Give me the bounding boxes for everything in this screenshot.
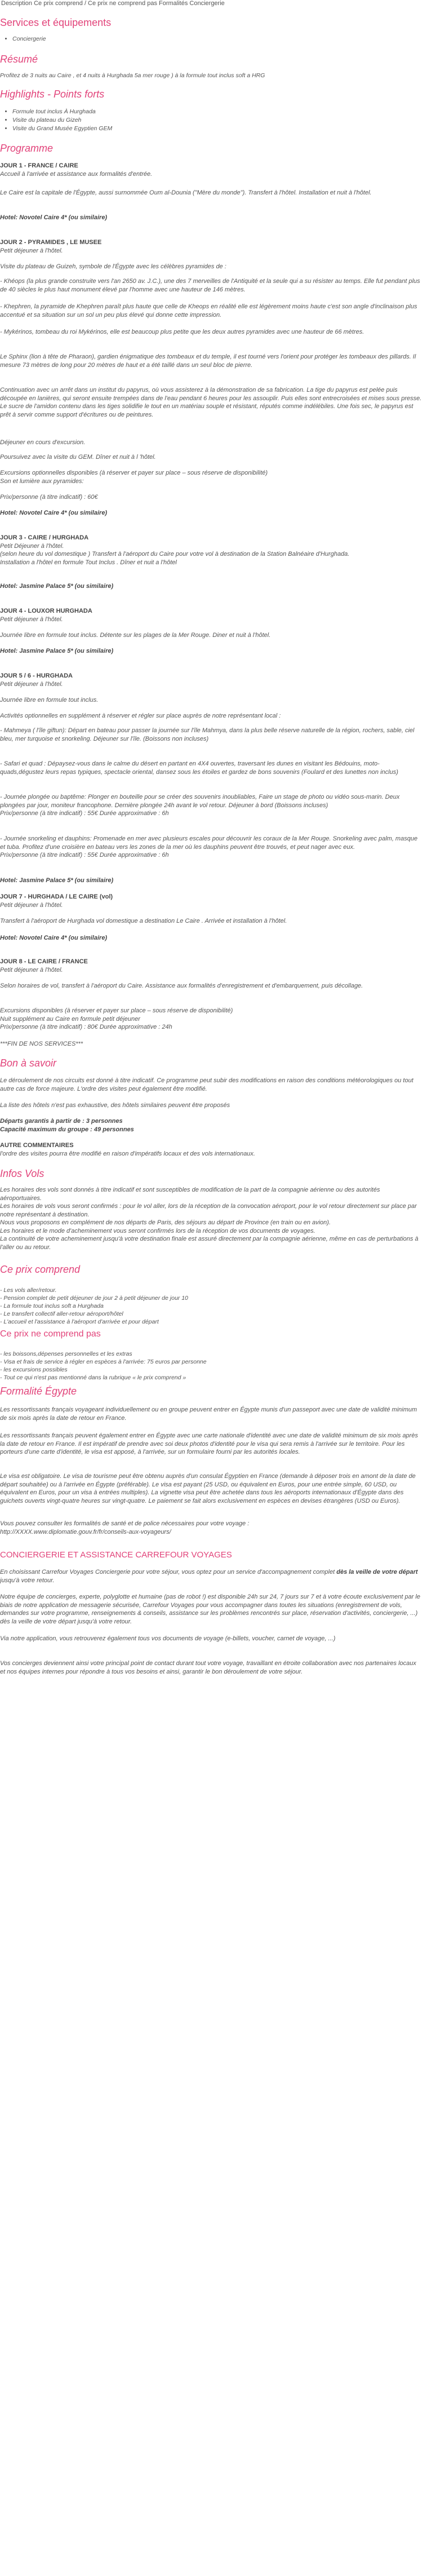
day-subtitle: Petit Déjeuner à l'hôtel. [0, 542, 64, 550]
day5-p1: Activités optionnelles en supplément à réserver et régler sur place auprès de notre représentant local : [0, 712, 281, 719]
day2-p9-10 [0, 469, 422, 485]
conciergerie-p1a: En choisissant Carrefour Voyages Conciergerie pour votre séjour, vous optez pour un service d'accompagnement complet [0, 1569, 337, 1575]
prix-ne-comprend-pas-list [0, 1350, 422, 1382]
day2-p11: Prix/personne (à titre indicatif) : 60€ [0, 494, 98, 501]
list-item: • Formule tout inclus À Hurghada [12, 108, 422, 116]
day-title: JOUR 4 - LOUXOR HURGHADA [0, 608, 92, 614]
day2-p8: Poursuivez avec la visite du GEM. Dîner et nuit à l 'hôtel. [0, 454, 156, 461]
day-subtitle: Petit déjeuner à l'hôtel. [0, 680, 63, 688]
list-item: - L'accueil et l'assistance à l'aéroport d'arrivée et pour départ [0, 1318, 159, 1325]
day5-p4: - Journée plongée ou baptême: Plonger en bouteille pour se créer des souvenirs inoubliables, Faire un stage de photo ou vidéo sous-marin. Deux plongées par jour, moniteur francophone. Dernière plongée 24h avant le vol retour. Déjeuner à bord (Boissons incluses) [0, 794, 400, 809]
infos-vols-text [0, 1186, 422, 1251]
list-item: - La formule tout inclus soft a Hurghada [0, 1303, 104, 1309]
day8-p2-4 [0, 1007, 422, 1032]
bon-a-savoir-title: Bon à savoir [0, 1057, 57, 1069]
list-item: - Le transfert collectif aller-retour aéroport/hôtel [0, 1311, 123, 1317]
day-subtitle: Petit déjeuner à l'hôtel. [0, 966, 63, 973]
day3-text: (selon heure du vol domestique ) Transfert à l'aéroport du Caire pour votre vol à destination de la Station Balnéaire d'Hurghada. [0, 551, 350, 557]
formalites-p2: Les ressortissants français peuvent également entrer en Égypte avec une carte nationale d'identité avec une date de validité minimum de six mois après la date de retour en France. Il est impératif de prendre avec soi deux photos d'identité pour le visa qui sera remis à l'arrivée sur le territoire. Pour les porteurs d'une carte d'identité, le visa est apposé, à l'arrivée, sur un formulaire fourni par les autorités locales. [0, 1432, 418, 1455]
day5-p6: - Journée snorkeling et dauphins: Promenade en mer avec plusieurs escales pour découvrir les coraux de la Mer Rouge. Snorkeling avec palm, masque et tuba. Profitez d'une croisière en bateau vers les zones de la mer où les dauphins peuvent être trouvés, et peut nager avec eux. [0, 835, 418, 851]
resume-title: Résumé [0, 54, 38, 65]
day-title: JOUR 2 - PYRAMIDES , LE MUSEE [0, 239, 102, 246]
infos-vols-p2: Les horaires de vols vous seront confirmés : pour le vol aller, lors de la réception de la convocation aéroport, pour le vol retour directement sur place par notre représentant à destination. [0, 1203, 417, 1218]
day2-p10: Son et lumière aux pyramides: [0, 477, 84, 485]
end-of-services: ***FIN DE NOS SERVICES*** [0, 1041, 83, 1047]
day2-p5: Le Sphinx (lion à tête de Pharaon), gardien énigmatique des tombeaux et du temple, il est tourné vers l'orient pour protéger les tombeaux des pillards. Il mesure 73 mètres de long pour 20 mètres de haut et a été taillé dans un seul bloc de pierre. [0, 353, 416, 369]
day7 [0, 893, 422, 909]
conciergerie-p2: Notre équipe de concierges, experte, polyglotte et humaine (pas de robot !) est disponible 24h sur 24, 7 jours sur 7 et à votre écoute exclusivement par le biais de notre application de messagerie sécurisée, Carrefour Voyages pour vous accompagner dans toutes les situations (enregistrement de vols, demandes sur votre programme, renseignements & conseils, assistance sur les problèmes rencontrés sur place, réservation d'activités, conciergerie, ...) dès la veille de votre départ jusqu'à votre retour. [0, 1594, 420, 1625]
day2-p9: Excursions optionnelles disponibles (à réserver et payer sur place – sous réserve de disponibilité) [0, 470, 268, 476]
day7-text: Transfert à l'aéroport de Hurghada vol domestique a destination Le Caire . Arrivée et installation à l'hôtel. [0, 918, 287, 924]
services-title: Services et équipements [0, 17, 112, 28]
services-list [0, 35, 422, 43]
list-item: - Tout ce qui n'est pas mentionné dans la rubrique « le prix comprend » [0, 1374, 186, 1381]
departs-garantis: Départs garantis à partir de : 3 personnes [0, 1118, 123, 1125]
conciergerie-p1 [0, 1568, 422, 1584]
infos-vols-p3: Nous vous proposons en complément de nos départs de Paris, des séjours au départ de Province (en train ou en avion). [0, 1219, 331, 1226]
day8 [0, 958, 422, 974]
autres-commentaires-title: AUTRE COMMENTAIRES [0, 1142, 74, 1149]
bon-a-savoir-p2: La liste des hôtels n'est pas exhaustive, des hôtels similaires peuvent être proposés [0, 1102, 230, 1109]
day5-text: Journée libre en formule tout inclus. [0, 697, 99, 703]
list-item: - les boissons,dépenses personnelles et les extras [0, 1351, 132, 1357]
day2-p1: Visite du plateau de Guizeh, symbole de l'Égypte avec les célèbres pyramides de : [0, 263, 226, 270]
day2-p4: - Mykérinos, tombeau du roi Mykérinos, elle est beaucoup plus petite que les deux autres pyramides avec une hauteur de 66 mètres. [0, 329, 364, 335]
day5-p4-5 [0, 793, 422, 818]
day5-p6-7 [0, 835, 422, 860]
day4-text: Journée libre en formule tout inclus. Détente sur les plages de la Mer Rouge. Diner et nuit à l'hôtel. [0, 632, 271, 639]
day-title: JOUR 7 - HURGHADA / LE CAIRE (vol) [0, 893, 113, 900]
day2-p6: Continuation avec un arrêt dans un institut du papyrus, où vous assisterez à la démonstration de sa fabrication. La tige du papyrus est pelée puis découpée en lanières, qui seront ensuite trempées dans de l'eau pendant 6 heures pour les assouplir. Puis elles sont entrecroisées et mises sous presse. Le sucre de l'amidon contenu dans les tiges solidifie le tout en un matériau souple et résistant, réputés comme indélébiles. Une fois sec, le papyrus est prêt à servir comme support d'écritures ou de peintures. [0, 387, 422, 418]
day7-hotel: Hotel: Novotel Caire 4* (ou similaire) [0, 935, 108, 941]
prix-comprend-list [0, 1286, 422, 1326]
day1-text: Le Caire est la capitale de l'Égypte, aussi surnommée Oum al-Dounia ("Mère du monde"). Transfert à l'hôtel. Installation et nuit à l'hôtel. [0, 189, 372, 196]
bon-a-savoir-p1: Le déroulement de nos circuits est donné à titre indicatif. Ce programme peut subir des modifications en raison des conditions météorologiques ou tout autre cas de force majeure. L'ordre des visites peut également être modifié. [0, 1077, 413, 1092]
list-item: • Visite du Grand Musée Egyptien GEM [12, 125, 422, 133]
formalites-p1: Les ressortissants français voyageant individuellement ou en groupe peuvent entrer en Égypte munis d'un passeport avec une date de validité minimum de six mois après la date de retour en France. [0, 1406, 417, 1422]
conciergerie-p1c: jusqu'à votre retour. [0, 1577, 55, 1584]
day-title: JOUR 8 - LE CAIRE / FRANCE [0, 958, 88, 965]
infos-vols-p5: La continuité de votre acheminement jusqu'à votre destination finale est assuré directement par la compagnie aérienne, même en cas de perturbations à l'aller ou au retour. [0, 1236, 419, 1251]
highlights-title: Highlights - Points forts [0, 88, 105, 100]
day2-hotel: Hotel: Novotel Caire 4* (ou similaire) [0, 510, 108, 516]
autres-commentaires-text: l'ordre des visites pourra être modifié en raison d'impératifs locaux et des vols internationaux. [0, 1150, 255, 1157]
day5-p3: - Safari et quad : Dépaysez-vous dans le calme du désert en partant en 4X4 ouvertes, traversant les dunes en visitant les Bédouins, moto-quads,dégustez leurs repas typiques, spectacle oriental, dansez sous les étoiles et gardez de bons souvenirs (Foulard et des lunettes non inclus) [0, 760, 398, 776]
conciergerie-p4: Vos concierges deviennent ainsi votre principal point de contact durant tout votre voyage, travaillant en étroite collaboration avec nos partenaires locaux et nos équipes internes pour répondre à tous vos besoins et ainsi, garantir le bon déroulement de votre séjour. [0, 1660, 416, 1675]
list-item: - les excursions possibles [0, 1366, 68, 1373]
day8-p4: Prix/personne (à titre indicatif) : 80€ Durée approximative : 24h [0, 1024, 172, 1030]
day8-p2: Excursions disponibles (à réserver et payer sur place – sous réserve de disponibilité) [0, 1007, 233, 1014]
formalites-p3: Le visa est obligatoire. Le visa de tourisme peut être obtenu auprès d'un consulat Égyptien en France (demande à déposer trois en amont de la date de départ souhaitée) ou à l'arrivée en Égypte (préférable). Le visa est payant (25 USD, ou équivalent en Euros, pour une entrée simple, 60 USD, ou équivalent en Euros, pour un visa à entrées multiples). La vignette visa peut être achetée dans tous les aéroports internationaux d'Égypte dans des guichets ouverts vingt-quatre heures sur vingt-quatre. Le paiement se fait alors exclusivement en espèces en devises étrangères (USD ou Euros). [0, 1473, 416, 1504]
infos-vols-p4: Les horaires et le mode d'acheminement vous seront confirmés lors de la réception de vos documents de voyages. [0, 1227, 315, 1234]
day3-hotel: Hotel: Jasmine Palace 5* (ou similaire) [0, 583, 114, 590]
prix-ne-comprend-pas-title: Ce prix ne comprend pas [0, 1329, 101, 1339]
list-item: - Les vols aller/retour. [0, 1287, 57, 1294]
day2-p3: - Khephren, la pyramide de Khephren paraît plus haute que celle de Kheops en réalité elle est légèrement moins haute c'est son angle d'inclinaison plus accentué et sa situation sur un sol un peu plus élevé qui donne cette impression. [0, 303, 417, 318]
bon-a-savoir-capacity [0, 1117, 422, 1134]
list-item: - Visa et frais de service à régler en espèces à l'arrivée: 75 euros par personne [0, 1358, 207, 1365]
conciergerie-title: CONCIERGERIE ET ASSISTANCE CARREFOUR VOYAGES [0, 1550, 232, 1560]
formalites-link[interactable]: http://XXXX.www.diplomatie.gouv.fr/fr/conseils-aux-voyageurs/ [0, 1528, 171, 1535]
day3 [0, 534, 422, 566]
resume-text: Profitez de 3 nuits au Caire , et 4 nuits à Hurghada 5a mer rouge ) à la formule tout inclus soft a HRG [0, 72, 265, 79]
day1 [0, 162, 422, 178]
day5-p7: Prix/personne (à titre indicatif) : 55€ Durée approximative : 6h [0, 852, 169, 858]
day-title: JOUR 1 - FRANCE / CAIRE [0, 162, 78, 169]
programme-title: Programme [0, 143, 54, 154]
day4-hotel: Hotel: Jasmine Palace 5* (ou similaire) [0, 648, 114, 654]
day-title: JOUR 5 / 6 - HURGHADA [0, 672, 73, 679]
formalites-p4: Vous pouvez consulter les formalités de santé et de police nécessaires pour votre voyage : [0, 1520, 250, 1527]
day2-p2: - Khéops (la plus grande construite vers l'an 2650 av. J.C.), une des 7 merveilles de l'Antiquité et la seule qui a su résister au temps. Elle fut pendant plus de 40 siècles le plus haut monument élevé par l'homme avec une hauteur de 146 mètres. [0, 278, 420, 293]
list-item: - Pension complet de petit déjeuner de jour 2 à petit déjeuner de jour 10 [0, 1295, 188, 1302]
list-item: • Conciergerie [12, 35, 422, 43]
infos-vols-p1: Les horaires des vols sont donnés à titre indicatif et sont susceptibles de modification de la part de la compagnie aérienne ou des autorités aéroportuaires. [0, 1187, 380, 1202]
day2-p7: Déjeuner en cours d'excursion. [0, 439, 86, 446]
day5-p5: Prix/personne (à titre indicatif) : 55€ Durée approximative : 6h [0, 810, 169, 817]
day5-hotel: Hotel: Jasmine Palace 5* (ou similaire) [0, 877, 114, 884]
day-subtitle: Petit déjeuner à l'hôtel. [0, 901, 63, 909]
highlights-list [0, 108, 422, 133]
day5 [0, 672, 422, 688]
infos-vols-title: Infos Vols [0, 1168, 45, 1179]
day-subtitle: Petit déjeuner à l'hôtel. [0, 247, 63, 254]
day-title: JOUR 3 - CAIRE / HURGHADA [0, 534, 89, 541]
day5-p2: - Mahmeya ( l'île giftun): Départ en bateau pour passer la journée sur l'île Mahmya, dans la plus belle réserve naturelle de la région, rochers, sable, ciel bleu, mer turquoise et snorkeling. Déjeuner sur l'île. (Boissons non incluses) [0, 727, 415, 742]
day4 [0, 607, 422, 623]
day8-p3: Nuit supplément au Caire en formule petit déjeuner [0, 1015, 140, 1023]
conciergerie-p1b: dès la veille de votre départ [336, 1569, 418, 1575]
prix-comprend-title: Ce prix comprend [0, 1264, 81, 1275]
capacite-max: Capacité maximum du groupe : 49 personnes [0, 1126, 134, 1133]
day-subtitle: Petit déjeuner à l'hôtel. [0, 616, 63, 623]
day8-p1: Selon horaires de vol, transfert à l'aéroport du Caire. Assistance aux formalités d'enregistrement et d'embarquement, puis décollage. [0, 982, 363, 989]
conciergerie-p3: Via notre application, vous retrouverez également tous vos documents de voyage (e-billets, voucher, carnet de voyage, ...) [0, 1635, 336, 1642]
autres-commentaires [0, 1141, 422, 1158]
formalites-links [0, 1520, 422, 1536]
formalites-title: Formalité Égypte [0, 1386, 77, 1397]
day-subtitle: Accueil à l'arrivée et assistance aux formalités d'entrée. [0, 170, 153, 178]
list-item: • Visite du plateau du Gizeh [12, 116, 422, 125]
day3-text2: Installation a l'hôtel en formule Tout Inclus . Dîner et nuit a l'hôtel [0, 559, 177, 566]
day2 [0, 238, 422, 255]
page-description: Description Ce prix comprend / Ce prix ne comprend pas Formalités Conciergerie [1, 0, 225, 7]
day1-hotel: Hotel: Novotel Caire 4* (ou similaire) [0, 214, 108, 221]
